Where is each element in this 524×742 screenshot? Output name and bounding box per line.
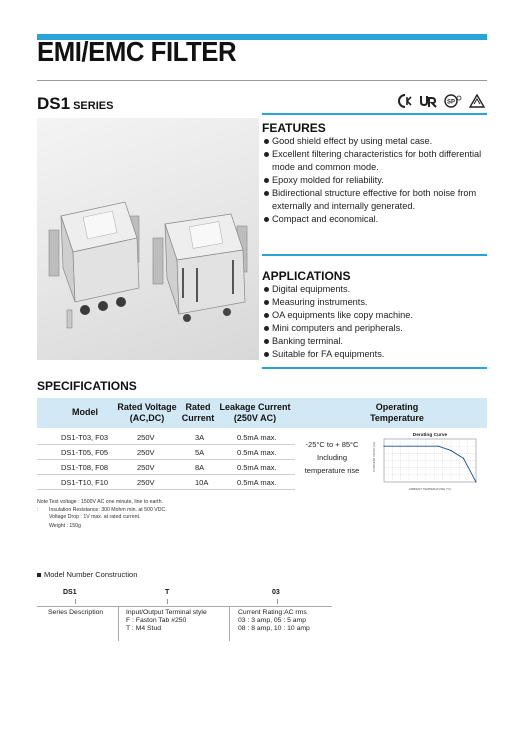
table-row [37,430,295,445]
cell-voltage: 250V [137,448,155,457]
series-heading [37,94,113,114]
cell-leakage: 0.5mA max. [237,463,277,472]
cell-voltage: 250V [137,478,155,487]
list-item: Excellent filtering characteristics for both differential [264,148,489,161]
construction-rule [37,606,332,607]
tick-marker [277,599,278,604]
cell-model: DS1-T05, F05 [61,448,109,457]
spec-notes [37,499,167,530]
chart-xlabel: AMBIENT TEMPERATURE (°C) [408,487,452,491]
terminal-line: F : Faston Tab #250 [126,617,187,624]
model-construction-label: Model Number Construction [44,570,138,579]
cell-current: 5A [195,448,205,457]
data-point [463,458,464,459]
rating-line: 03 : 3 amp, 05 : 5 amp [238,617,307,624]
title-divider [37,80,487,81]
terminal-line: Input/Output Terminal style [126,609,207,616]
list-item: Suitable for FA equipments. [264,348,489,361]
list-item: OA equipments like copy machine. [264,309,489,322]
column-divider [118,606,119,641]
product-photo [37,118,259,360]
tick-marker [75,599,76,604]
cell-current: 8A [195,463,205,472]
header-current-line1: Rated [185,402,211,412]
table-row [37,460,295,475]
svg-text:SP: SP [446,99,456,106]
applications-list [264,283,489,361]
triangle-mark-icon [467,94,487,108]
terminal-line: T : M4 Stud [126,625,162,632]
temp-line3: temperature rise [304,466,360,475]
features-rule [262,113,487,115]
derating-chart [370,430,482,492]
header-temp-line1: Operating [375,402,419,412]
current-rating [238,609,310,633]
chart-ylabel: CURRENT RATIO (%) [372,442,376,472]
list-item: Good shield effect by using metal case. [264,135,489,148]
header-leakage-line1: Leakage Current [219,402,291,412]
operating-temperature-cell [297,438,367,477]
list-item: Epoxy molded for reliability. [264,174,489,187]
cell-model: DS1-T08, F08 [61,463,109,472]
list-item: Banking terminal. [264,335,489,348]
list-item: Mini computers and peripherals. [264,322,489,335]
features-list [264,135,489,226]
cell-leakage: 0.5mA max. [237,448,277,457]
rating-line: 08 : 8 amp, 10 : 10 amp [238,625,310,632]
square-bullet-icon [37,573,41,577]
note-line: Insulation Resistance: 300 Mohm min. at 500 VDC. [49,506,167,513]
note-line: Voltage Drop : 1V max. at rated current. [49,514,141,520]
list-item: Digital equipments. [264,283,489,296]
note-label: Note : [37,499,48,513]
header-voltage-line1: Rated Voltage [117,402,177,412]
data-point [475,481,476,482]
list-item: Compact and economical. [264,213,489,226]
cell-model: DS1-T10, F10 [61,478,109,487]
cell-leakage: 0.5mA max. [237,478,277,487]
column-divider [229,606,230,641]
header-current-line2: Current [181,413,215,423]
kc-mark-icon [395,94,415,108]
features-title: FEATURES [262,121,326,135]
chart-grid [384,439,476,482]
data-point [438,446,439,447]
note-line: Test voltage : 1500V AC one minute, line to earth. [49,499,163,505]
cell-model: DS1-T03, F03 [61,433,109,442]
model-construction-title [37,570,137,579]
list-item: externally and internally generated. [272,201,416,211]
header-voltage-line2: (AC,DC) [129,413,165,423]
applications-bottom-rule [262,367,487,369]
series-description: Series Description [48,609,104,616]
header-leakage-line2: (250V AC) [233,413,277,423]
series-word: SERIES [73,100,114,112]
terminal-style [126,609,207,633]
spec-table-header [37,398,487,428]
code-current: 03 [272,589,280,596]
code-terminal: T [165,589,170,596]
data-point [383,446,384,447]
specifications-title: SPECIFICATIONS [37,379,137,393]
cell-voltage: 250V [137,433,155,442]
header-model: Model [72,407,98,417]
certification-marks [395,94,487,108]
applications-title: APPLICATIONS [262,269,351,283]
note-line: Weight : 150g [49,522,81,529]
applications-rule [262,254,487,256]
temp-line2: Including [316,453,348,462]
header-temp-line2: Temperature [370,413,424,423]
table-row [37,445,295,460]
cell-current: 10A [195,478,209,487]
chart-title: Derating Curve [412,433,448,438]
csa-mark-icon [443,94,463,108]
series-code: DS1 [37,94,71,113]
cell-voltage: 250V [137,463,155,472]
list-item: Bidirectional structure effective for both noise from [264,187,489,200]
page-title: EMI/EMC FILTER [37,36,237,67]
table-row [37,475,295,490]
tick-marker [167,599,168,604]
ur-mark-icon [419,94,439,108]
cell-current: 3A [195,433,205,442]
data-point [450,450,451,451]
rating-line: Current Rating:AC rms [238,609,307,616]
list-item: mode and common mode. [272,162,379,172]
code-series: DS1 [63,589,77,596]
list-item: Measuring instruments. [264,296,489,309]
temp-range: -25°C to + 85°C [305,440,359,449]
cell-leakage: 0.5mA max. [237,433,277,442]
